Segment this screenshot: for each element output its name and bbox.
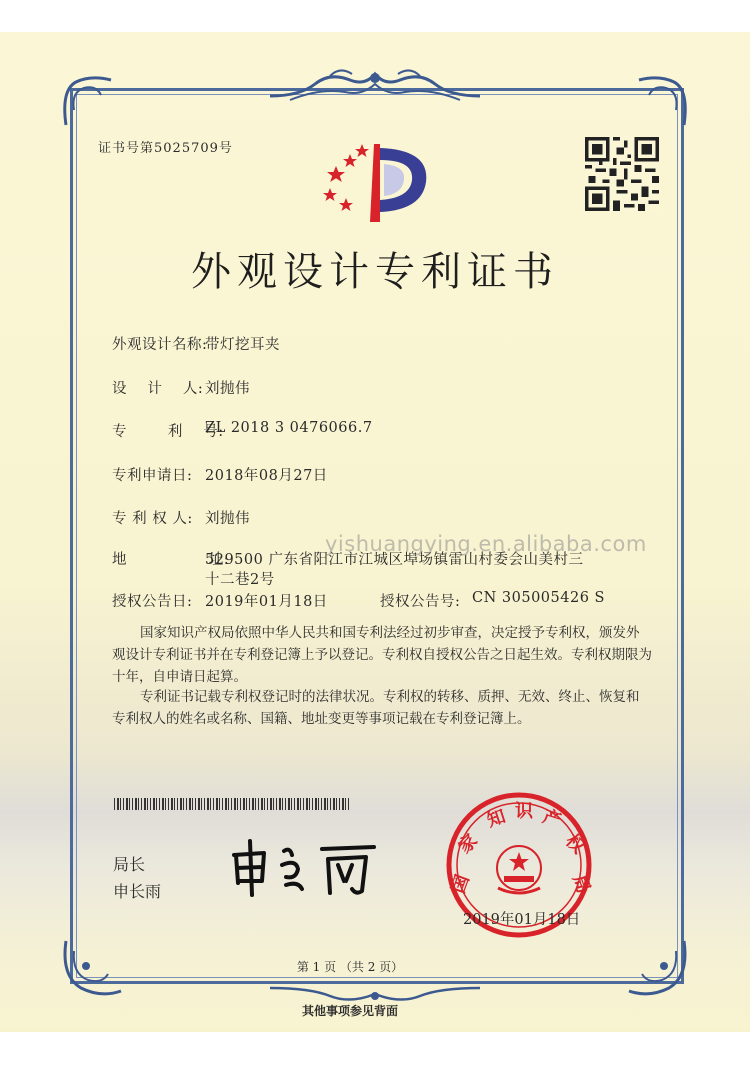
patent-number-value: ZL 2018 3 0476066.7 [205,420,373,436]
svg-text:局: 局 [568,872,594,897]
patent-number-label: 专 利 号: [112,424,224,440]
filing-date-label: 专利申请日: [112,468,193,484]
legal-status-statement [112,686,652,730]
address-line-2: 十二巷2号 [205,572,275,588]
certificate-title: 外观设计专利证书 [191,249,559,295]
svg-text:产: 产 [539,806,564,832]
grant-statement-text: 国家知识产权局依照中华人民共和国专利法经过初步审查，决定授予专利权，颁发外观设计专利证书并在专利登记簿上予以登记。专利权自授权公告之日起生效。专利权期限为十年，自申请日起算。 [112,625,652,685]
designer-value: 刘抛伟 [205,381,250,397]
signatory-title: 局长 [113,855,146,874]
corner-ornament-top-right [634,70,694,130]
certificate-number: 证书号第5025709号 [98,141,233,156]
design-name-label: 外观设计名称: [112,337,208,353]
footer-note: 其他事项参见背面 [301,1004,398,1018]
svg-text:权: 权 [561,830,589,858]
patentee-label: 专 利 权 人: [112,511,193,527]
grant-date-value: 2019年01月18日 [205,594,328,610]
patent-office-logo [318,136,436,226]
legal-status-text: 专利证书记载专利权登记时的法律状况。专利权的转移、质押、无效、终止、恢复和专利权人的姓名或名称、国籍、地址变更等事项记载在专利登记簿上。 [112,689,640,727]
page-indicator: 第 1 页 （共 2 页） [296,960,404,974]
grant-number-label: 授权公告号: [380,594,461,610]
grant-date-label: 授权公告日: [112,594,193,610]
svg-text:识: 识 [515,801,533,822]
top-ornament [270,66,480,106]
designer-label: 设 计 人: [112,381,204,397]
design-name-value: 带灯挖耳夹 [205,337,280,353]
svg-text:国: 国 [447,872,474,897]
address-label: 地 址: [112,552,230,568]
svg-text:知: 知 [484,806,509,832]
filing-date-value: 2018年08月27日 [205,468,328,484]
grant-number-value: CN 305005426 S [472,590,605,606]
watermark: yishuangying.en.alibaba.com [325,532,647,556]
seal-date: 2019年01月18日 [463,912,581,928]
signatory-name: 申长雨 [113,882,162,901]
barcode [114,798,349,810]
grant-statement [112,622,652,688]
address-line-1: 529500 广东省阳江市江城区埠场镇雷山村委会山美村三 [205,552,584,568]
qr-code [585,137,659,211]
svg-text:家: 家 [454,830,482,858]
corner-ornament-top-left [56,70,116,130]
handwritten-signature [226,835,386,905]
patentee-value: 刘抛伟 [205,511,250,527]
